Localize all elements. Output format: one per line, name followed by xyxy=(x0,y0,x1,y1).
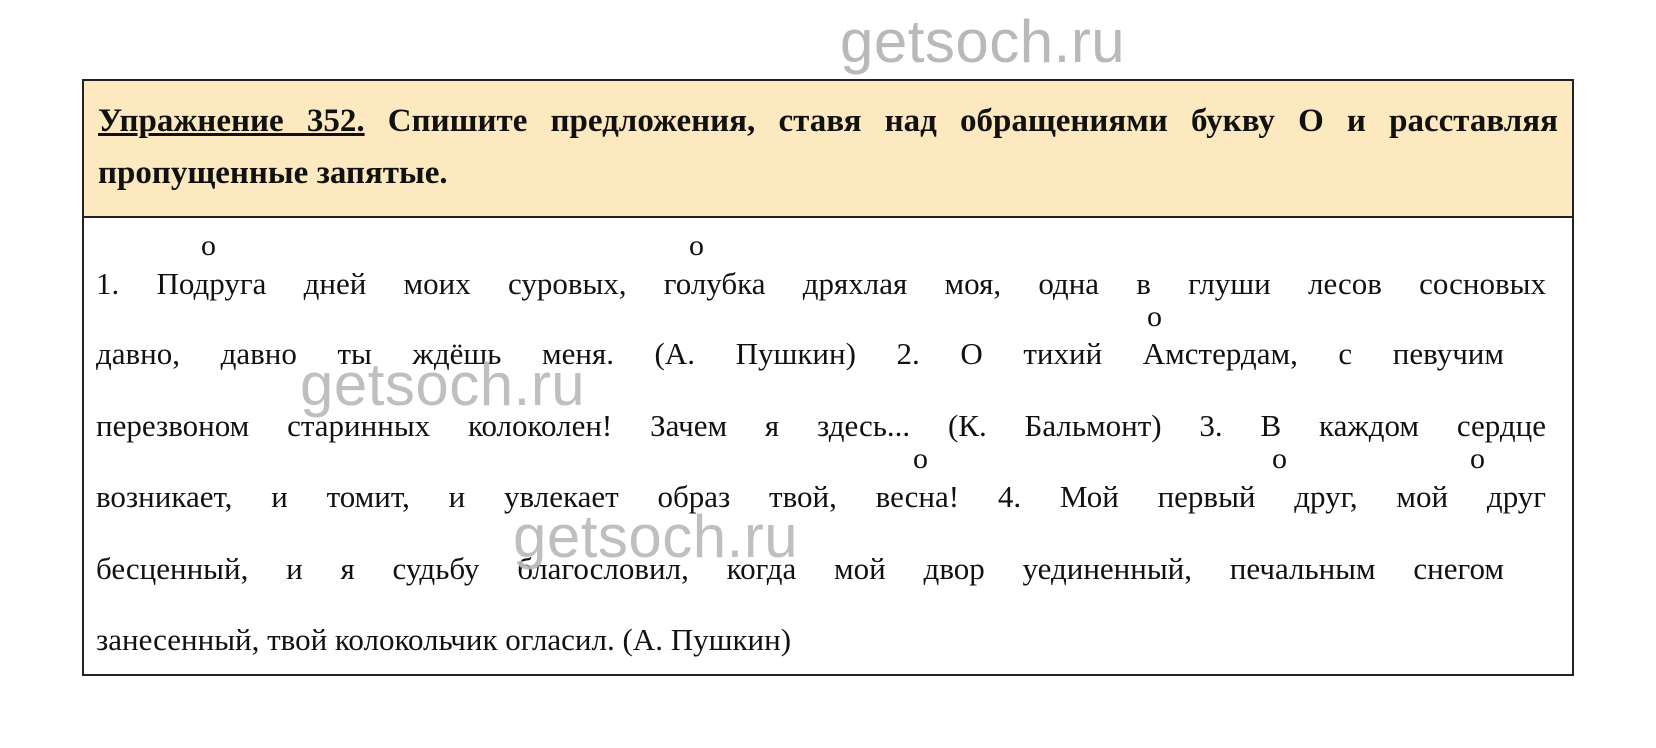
watermark-lower: getsoch.ru xyxy=(513,503,799,570)
address-mark: о xyxy=(201,229,216,262)
task-header xyxy=(84,81,1572,218)
address-mark: о xyxy=(1147,300,1162,333)
watermark-middle: getsoch.ru xyxy=(300,351,586,418)
task-instruction: Спишите предложения, ставя над обращениями букву О и расставляя пропущенные запятые. xyxy=(98,103,1558,191)
watermark-top: getsoch.ru xyxy=(840,8,1126,75)
answer-line-4: возникает, и томит, и увлекает образ твой, весна! 4. Мой первый друг, мой друг xyxy=(96,479,1546,514)
answer-line-6: занесенный, твой колокольчик огласил. (А. Пушкин) xyxy=(96,622,792,657)
address-mark: о xyxy=(913,442,928,475)
answer-line-2: давно, давно ты ждёшь меня. (А. Пушкин) 2. О тихий Амстердам, с певучим xyxy=(96,336,1504,371)
address-mark: о xyxy=(1470,442,1485,475)
task-number: Упражнение 352. xyxy=(98,103,365,139)
answer-line-3: перезвоном старинных колоколен! Зачем я здесь... (К. Бальмонт) 3. В каждом сердце xyxy=(96,408,1546,443)
address-mark: о xyxy=(1272,442,1287,475)
task-header-text xyxy=(98,95,1558,199)
answer-line-1: 1. Подруга дней моих суровых, голубка дряхлая моя, одна в глуши лесов сосновых xyxy=(96,266,1546,301)
answer-line-5: бесценный, и я судьбу благословил, когда мой двор уединенный, печальным снегом xyxy=(96,551,1504,586)
address-mark: о xyxy=(689,229,704,262)
